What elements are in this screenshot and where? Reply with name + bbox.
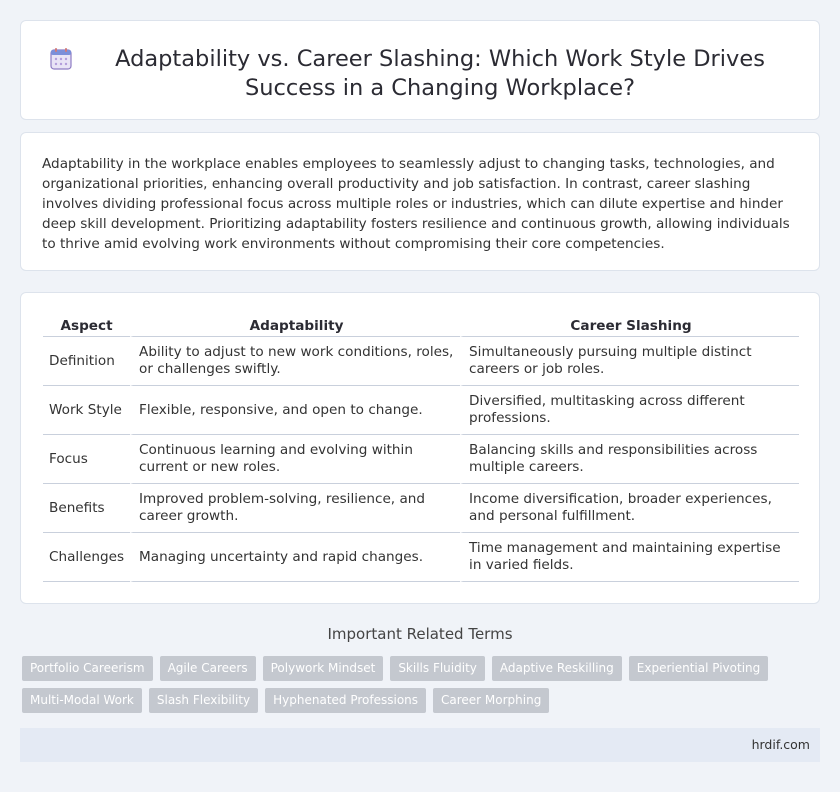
row-aspect: Benefits (43, 484, 130, 533)
row-adaptability: Continuous learning and evolving within current or new roles. (130, 435, 460, 484)
intro-paragraph: Adaptability in the workplace enables employees to seamlessly adjust to changing tasks, technologies, and organizational priorities, enhancing overall productivity and job satisfaction. In contrast, career slashing involves dividing professional focus across multiple roles or industries, which can dilute expertise and hinder deep skill development. Prioritizing adaptability fosters resilience and continuous growth, allowing individuals to thrive amid evolving work environments without compromising their core competencies. (42, 156, 790, 252)
header-adaptability: Adaptability (130, 315, 460, 337)
comparison-table (43, 315, 799, 582)
tag-career-morphing[interactable]: Career Morphing (433, 688, 549, 713)
tag-experiential-pivoting[interactable]: Experiential Pivoting (629, 656, 769, 681)
row-career-slashing: Simultaneously pursuing multiple distinct careers or job roles. (460, 337, 799, 386)
row-adaptability: Managing uncertainty and rapid changes. (130, 533, 460, 582)
table-row (43, 337, 799, 386)
tag-agile-careers[interactable]: Agile Careers (160, 656, 256, 681)
row-aspect: Work Style (43, 386, 130, 435)
page-title: Adaptability vs. Career Slashing: Which Work Style Drives Success in a Changing Workplace? (115, 46, 765, 101)
tag-polywork-mindset[interactable]: Polywork Mindset (263, 656, 384, 681)
row-career-slashing: Balancing skills and responsibilities across multiple careers. (460, 435, 799, 484)
header-aspect: Aspect (43, 315, 130, 337)
row-adaptability: Improved problem-solving, resilience, and career growth. (130, 484, 460, 533)
row-aspect: Focus (43, 435, 130, 484)
intro-card (20, 132, 820, 271)
table-row (43, 484, 799, 533)
tag-portfolio-careerism[interactable]: Portfolio Careerism (22, 656, 153, 681)
comparison-card (20, 292, 820, 604)
tag-hyphenated-professions[interactable]: Hyphenated Professions (265, 688, 426, 713)
related-terms-tags (22, 656, 822, 713)
title-card (20, 20, 820, 120)
table-row (43, 533, 799, 582)
row-career-slashing: Diversified, multitasking across different professions. (460, 386, 799, 435)
row-adaptability: Flexible, responsive, and open to change. (130, 386, 460, 435)
tag-adaptive-reskilling[interactable]: Adaptive Reskilling (492, 656, 622, 681)
footer-site-link[interactable]: hrdif.com (751, 737, 810, 752)
row-career-slashing: Income diversification, broader experiences, and personal fulfillment. (460, 484, 799, 533)
table-header-row (43, 315, 799, 337)
header-career-slashing: Career Slashing (460, 315, 799, 337)
row-career-slashing: Time management and maintaining expertise in varied fields. (460, 533, 799, 582)
row-adaptability: Ability to adjust to new work conditions, roles, or challenges swiftly. (130, 337, 460, 386)
tag-skills-fluidity[interactable]: Skills Fluidity (390, 656, 485, 681)
tag-multi-modal-work[interactable]: Multi-Modal Work (22, 688, 142, 713)
table-row (43, 435, 799, 484)
table-row (43, 386, 799, 435)
row-aspect: Definition (43, 337, 130, 386)
tag-slash-flexibility[interactable]: Slash Flexibility (149, 688, 258, 713)
footer (20, 728, 820, 762)
related-terms-heading: Important Related Terms (327, 625, 513, 643)
row-aspect: Challenges (43, 533, 130, 582)
